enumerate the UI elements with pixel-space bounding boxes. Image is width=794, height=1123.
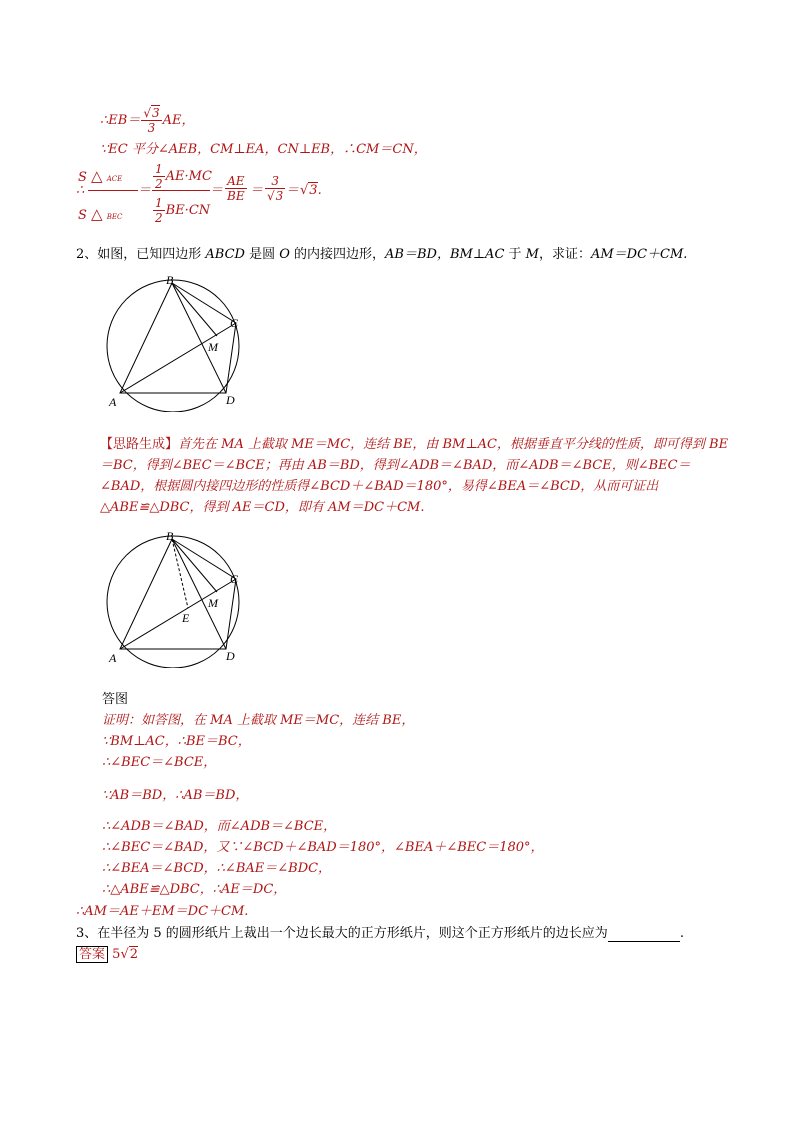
ae-num: AE (225, 174, 247, 189)
half-num-bottom: 1 (155, 196, 163, 210)
proof-final: ∴AM＝AE＋EM＝DC＋CM. (76, 904, 249, 919)
circle-o (107, 280, 239, 412)
hint-paragraph (100, 434, 730, 518)
sqrt3-result: √3. (300, 183, 322, 198)
ae-over-be (224, 174, 248, 203)
q2-goal: AM＝DC＋CM. (590, 247, 688, 262)
label-m: M (208, 340, 218, 354)
label-d: D (226, 393, 235, 407)
label-m-2: M (208, 596, 218, 610)
proof-line-8: ∴△ABE≌△DBC，∴AE＝DC， (102, 882, 287, 897)
three-num: 3 (265, 174, 285, 189)
q2-text-2: 是圆 (244, 247, 280, 262)
proof-line-3: ∴∠BEC＝∠BCE， (102, 755, 217, 770)
half-den-top: 2 (155, 177, 163, 191)
label-b: B (166, 273, 174, 287)
proof-line-7: ∴∠BEA＝∠BCD，∴∠BAE＝∠BDC， (102, 861, 332, 876)
q2-text-1: 2、如图，已知四边形 (76, 247, 206, 262)
be-cn: BE·CN (165, 203, 211, 218)
eq-4: ＝ (286, 183, 300, 198)
therefore-symbol: ∴ (76, 183, 85, 198)
q3-answer (76, 947, 138, 963)
label-d-2: D (226, 649, 235, 663)
half-be-cn (152, 196, 212, 225)
eb-lead: ∴EB＝ (100, 113, 141, 128)
label-c-2: C (230, 572, 239, 586)
eb-den: 3 (147, 121, 156, 135)
q2-m: M (525, 247, 539, 262)
half-den-bottom: 2 (155, 211, 163, 225)
q3-end: . (679, 926, 684, 941)
label-a-2: A (109, 651, 117, 665)
eq-2: ＝ (210, 183, 224, 198)
proof-line-6: ∴∠BEC＝∠BAD，又∵∠BCD＋∠BAD＝180°，∠BEA＋∠BEC＝180°， (102, 840, 544, 855)
ratio-end: . (317, 183, 322, 198)
q2-text-4: 于 (504, 247, 526, 262)
q2-stem (76, 247, 687, 263)
answer-label: 答案 (76, 946, 108, 963)
triangle-symbol-top: △ (91, 167, 103, 185)
sqrt3-result-rad: 3 (309, 183, 318, 198)
segment-be-dashed (172, 539, 188, 608)
segment-ac (120, 323, 236, 393)
ae-mc: AE·MC (165, 169, 212, 184)
proof-line-4: ∵AB＝BD，∴AB＝BD， (102, 788, 249, 803)
q2-condition: AB＝BD，BM⊥AC (385, 247, 505, 262)
ratio-bottom-s (78, 206, 122, 225)
main-fraction-bar (152, 190, 210, 191)
label-b-2: B (166, 529, 174, 543)
q2-text-3: 的内接四边形， (289, 247, 386, 262)
proof-line-2: ∵BM⊥AC，∴BE＝BC， (102, 734, 251, 749)
eq-3: ＝ (250, 183, 264, 198)
s-bottom: S (78, 208, 87, 223)
label-c: C (230, 316, 239, 330)
segment-ac-2 (120, 579, 236, 649)
q3-stem (76, 926, 684, 942)
quad-abcd (120, 283, 236, 393)
figure-2-caption: 答图 (102, 692, 129, 707)
q2-text-5: ，求证： (538, 247, 591, 262)
sqrt3-over-3: $\frac{√3}{3}$ (143, 106, 160, 135)
be-den: BE (227, 189, 245, 203)
half-num-top: 1 (155, 162, 163, 176)
three-over-sqrt3: $\frac{3}{√3}$ (267, 174, 284, 203)
eb-tail: AE， (162, 113, 195, 128)
sqrt3-den: 3 (275, 189, 284, 203)
figure-2 (102, 528, 252, 668)
bisect-line: ∵EC 平分∠AEB，CM⊥EA，CN⊥EB，∴CM＝CN， (100, 142, 427, 157)
ratio-line-wrap (76, 183, 138, 199)
eb-line (100, 106, 195, 135)
answer-blank[interactable] (608, 941, 680, 942)
eb-num: 3 (151, 106, 160, 120)
half-ae-mc (152, 162, 212, 191)
hint-text: 首先在 MA 上截取 ME＝MC，连结 BE，由 BM⊥AC，根据垂直平分线的性质，即可得到 BE＝BC，得到∠BEC＝∠BCE；再由 AB＝BD，得到∠ADB＝∠BAD，而∠ADB＝∠BCE，则∠BEC＝∠BAD，根据圆内接四边形的性质得∠BCD＋∠BAD＝180°，易得∠BEA＝∠BCD，从而可证出△ABE≌△DBC，得到 AE＝CD，即有 AM＝DC＋CM. (100, 437, 729, 515)
triangle-symbol-bottom: △ (91, 205, 103, 223)
eq-1: ＝ (138, 183, 152, 198)
proof-line-5: ∴∠ADB＝∠BAD，而∠ADB＝∠BCE， (102, 819, 337, 834)
sub-ace: ACE (106, 175, 123, 183)
proof-line-1: 证明：如答图，在 MA 上截取 ME＝MC，连结 BE， (102, 713, 415, 728)
answer-value: 5√2 (112, 947, 139, 962)
ratio-fraction-bar (88, 190, 138, 191)
label-a: A (109, 395, 117, 409)
answer-rad: 2 (129, 947, 139, 962)
figure-1 (102, 272, 252, 412)
q3-text: 3、在半径为 5 的圆形纸片上裁出一个边长最大的正方形纸片，则这个正方形纸片的边长应为 (76, 926, 608, 941)
answer-coef: 5 (112, 947, 121, 962)
q2-abcd: ABCD (205, 247, 245, 262)
q2-o: O (279, 247, 290, 262)
circle-o-2 (107, 536, 239, 668)
label-e-2: E (182, 611, 190, 625)
sub-bec: BEC (106, 213, 123, 221)
s-top: S (78, 170, 87, 185)
hint-label: 【思路生成】 (100, 437, 179, 452)
quad-abcd-2 (120, 539, 236, 649)
